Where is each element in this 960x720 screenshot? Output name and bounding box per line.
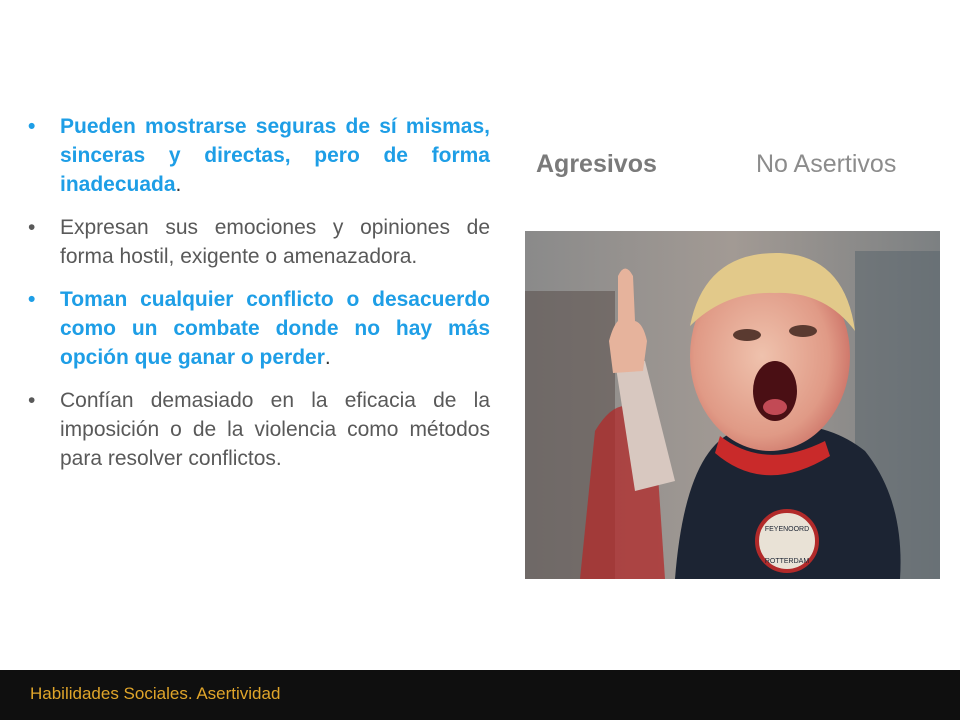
footer-bar: [0, 670, 960, 720]
bullet-text: Pueden mostrarse seguras de sí mismas, sinceras y directas, pero de forma inadecuada: [60, 115, 490, 196]
left-eye: [733, 329, 761, 341]
bullet-item: [28, 285, 490, 372]
jersey-badge-text-top: FEYENOORD: [764, 526, 810, 533]
bullet-item: [28, 112, 490, 199]
bullet-dot: •: [28, 216, 36, 239]
bullet-item: [28, 213, 490, 271]
bullet-dot: •: [28, 115, 36, 138]
footer-title: Habilidades Sociales. Asertividad: [30, 684, 281, 703]
tongue: [763, 399, 787, 415]
bullet-text: Confían demasiado en la eficacia de la imposición o de la violencia como métodos para resolver conflictos.: [60, 389, 490, 470]
jersey-badge-text-bottom: ROTTERDAM: [764, 558, 810, 565]
photo-angry-child: [525, 231, 940, 579]
bullet-period: .: [175, 173, 182, 196]
bullet-text: Expresan sus emociones y opiniones de forma hostil, exigente o amenazadora.: [60, 216, 490, 268]
tab-no-asertivos[interactable]: No Asertivos: [756, 150, 897, 178]
bullet-dot: •: [28, 288, 36, 311]
bullet-text: Toman cualquier conflicto o desacuerdo como un combate donde no hay más opción que ganar o perder: [60, 288, 490, 369]
bullet-period: .: [324, 346, 331, 369]
bullet-dot: •: [28, 389, 36, 412]
right-eye: [789, 325, 817, 337]
bullet-item: [28, 386, 490, 473]
bullet-list: [28, 112, 490, 487]
tab-agresivos[interactable]: Agresivos: [536, 150, 657, 178]
category-tabs: [536, 150, 936, 186]
photo-illustration: [525, 231, 940, 579]
